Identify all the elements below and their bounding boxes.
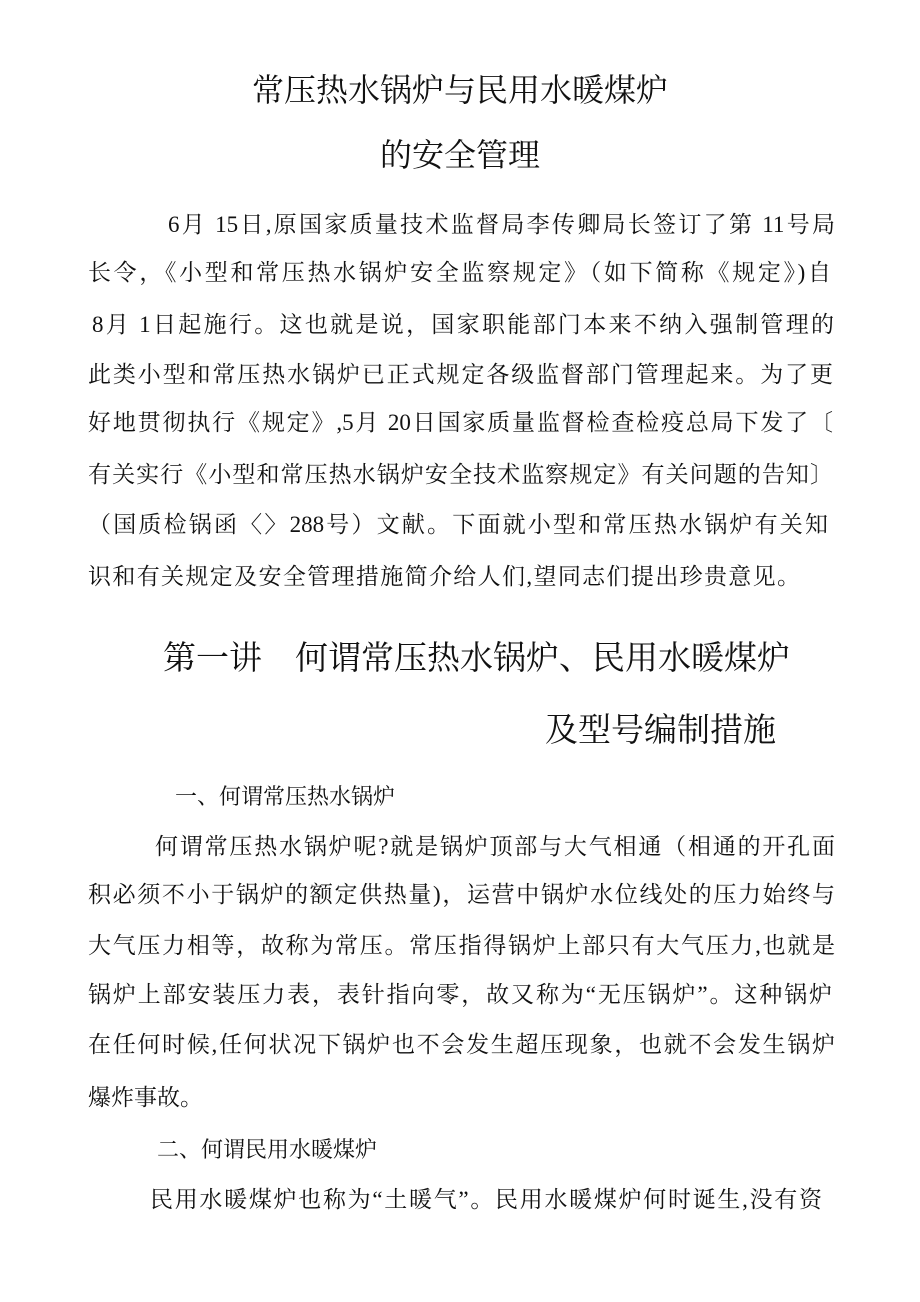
intro-line: （国质检锅函〈〉288号）文献。下面就小型和常压热水锅炉有关知 xyxy=(88,512,828,537)
intro-line: 8月 1日起施行。这也就是说，国家职能部门本来不纳入强制管理的 xyxy=(92,312,834,337)
lecture-heading-line-1: 第一讲 何谓常压热水锅炉、民用水暖煤炉 xyxy=(163,641,790,677)
intro-line: 长令，《小型和常压热水锅炉安全监察规定》（如下简称《规定》)自 xyxy=(88,260,831,285)
intro-line: 有关实行《小型和常压热水锅炉安全技术监察规定》有关问题的告知〕 xyxy=(88,462,833,487)
intro-line: 好地贯彻执行《规定》,5月 20日国家质量监督检查检疫总局下发了〔 xyxy=(88,410,833,435)
intro-line: 识和有关规定及安全管理措施简介给人们,望同志们提出珍贵意见。 xyxy=(88,564,800,589)
section-1-line: 锅炉上部安装压力表，表针指向零，故又称为“无压锅炉”。这种锅炉 xyxy=(88,982,832,1007)
section-1-line: 何谓常压热水锅炉呢?就是锅炉顶部与大气相通（相通的开孔面 xyxy=(155,834,835,859)
lecture-heading-line-2: 及型号编制措施 xyxy=(545,713,776,749)
section-2-heading: 二、何谓民用水暖煤炉 xyxy=(157,1137,378,1162)
section-2-line: 民用水暖煤炉也称为“土暖气”。民用水暖煤炉何时诞生,没有资 xyxy=(150,1187,822,1212)
document-title-line-2: 的安全管理 xyxy=(379,137,540,173)
intro-line: 此类小型和常压热水锅炉已正式规定各级监督部门管理起来。为了更 xyxy=(88,362,833,387)
section-1-line: 在任何时候,任何状况下锅炉也不会发生超压现象，也就不会发生锅炉 xyxy=(88,1032,835,1057)
section-1-line: 大气压力相等，故称为常压。常压指得锅炉上部只有大气压力,也就是 xyxy=(88,933,835,958)
section-1-line: 爆炸事故。 xyxy=(88,1085,203,1110)
intro-line: 6月 15日,原国家质量技术监督局李传卿局长签订了第 11号局 xyxy=(168,212,835,237)
section-1-line: 积必须不小于锅炉的额定供热量)，运营中锅炉水位线处的压力始终与 xyxy=(88,882,835,907)
document-title-line-1: 常压热水锅炉与民用水暖煤炉 xyxy=(251,72,668,108)
section-1-heading: 一、何谓常压热水锅炉 xyxy=(175,784,396,809)
